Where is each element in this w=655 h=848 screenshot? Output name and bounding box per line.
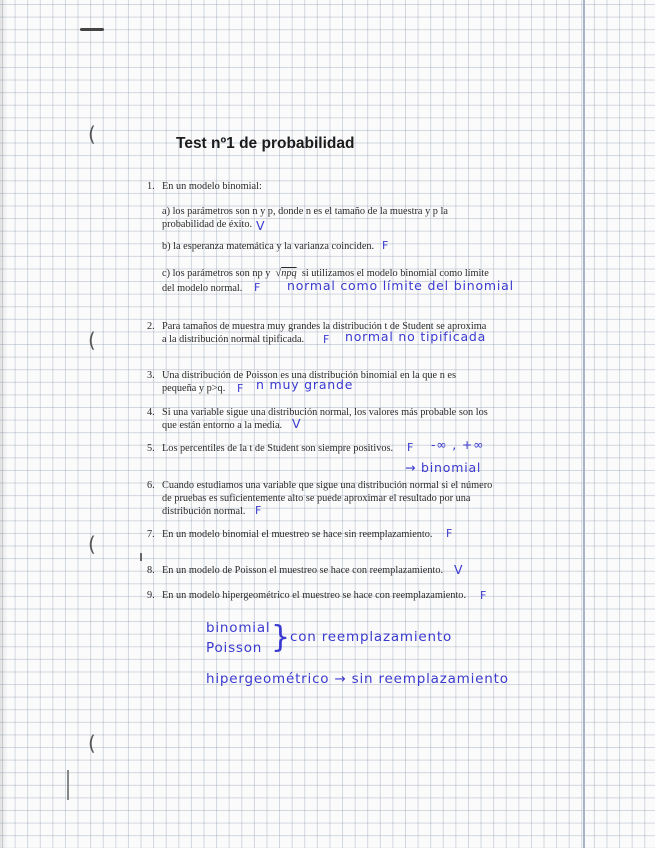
top-pen-mark bbox=[80, 28, 104, 31]
question-6-number: 6. bbox=[147, 480, 155, 491]
answer-9: F bbox=[480, 589, 488, 602]
question-3-number: 3. bbox=[147, 370, 155, 381]
note-6: → binomial bbox=[405, 460, 482, 475]
question-1-number: 1. bbox=[147, 181, 155, 192]
answer-4: V bbox=[292, 416, 302, 431]
page-edge-shadow bbox=[0, 0, 8, 848]
margin-line bbox=[583, 0, 585, 848]
binder-hole-mark: ( bbox=[88, 532, 96, 556]
stray-mark bbox=[140, 553, 142, 561]
question-5-number: 5. bbox=[147, 443, 155, 454]
question-2-line2: a la distribución normal tipificada. bbox=[162, 334, 305, 345]
summary-con: con reemplazamiento bbox=[290, 629, 453, 645]
question-4-line1: Si una variable sigue una distribución normal, los valores más probable son los bbox=[162, 407, 488, 418]
question-1c-line2: del modelo normal. bbox=[162, 283, 243, 294]
summary-poisson: Poisson bbox=[206, 640, 263, 656]
note-1c: normal como límite del binomial bbox=[287, 278, 514, 293]
page-title: Test nº1 de probabilidad bbox=[176, 135, 355, 152]
answer-5: F bbox=[407, 441, 415, 454]
question-7-line1: En un modelo binomial el muestreo se hace sin reemplazamiento. bbox=[162, 529, 433, 540]
question-8-number: 8. bbox=[147, 565, 155, 576]
summary-hiper: hipergeométrico → sin reemplazamiento bbox=[206, 671, 509, 687]
binder-hole-mark: ( bbox=[88, 731, 96, 755]
answer-3: F bbox=[237, 382, 245, 395]
question-3-line1: Una distribución de Poisson es una distribución binomial en la que n es bbox=[162, 370, 456, 381]
answer-8: V bbox=[454, 562, 464, 577]
note-5: -∞ , +∞ bbox=[431, 437, 485, 452]
question-2-number: 2. bbox=[147, 321, 155, 332]
stray-mark bbox=[67, 770, 69, 800]
answer-6: F bbox=[255, 504, 263, 517]
note-2: normal no tipificada bbox=[345, 329, 487, 344]
brace-mark: } bbox=[271, 620, 291, 655]
question-6-line3: distribución normal. bbox=[162, 506, 246, 517]
question-3-line2: pequeña y p>q. bbox=[162, 383, 226, 394]
question-1-text: En un modelo binomial: bbox=[162, 181, 262, 192]
question-5-line1: Los percentiles de la t de Student son siempre positivos. bbox=[162, 443, 394, 454]
question-2-line1: Para tamaños de muestra muy grandes la distribución t de Student se aproxima bbox=[162, 321, 487, 332]
question-1c-sqrt: npq bbox=[281, 268, 297, 279]
answer-1b: F bbox=[382, 239, 390, 252]
question-1b-text: b) la esperanza matemática y la varianza coinciden. bbox=[162, 241, 375, 252]
question-1c-end: si utilizamos el modelo binomial como límite bbox=[301, 268, 489, 279]
question-1c-start: c) los parámetros son np y bbox=[162, 268, 271, 279]
binder-hole-mark: ( bbox=[88, 122, 96, 146]
question-8-line1: En un modelo de Poisson el muestreo se hace con reemplazamiento. bbox=[162, 565, 444, 576]
question-9-line1: En un modelo hipergeométrico el muestreo se hace con reemplazamiento. bbox=[162, 590, 467, 601]
answer-1c: F bbox=[254, 281, 262, 294]
sqrt-symbol: √npq bbox=[272, 268, 297, 279]
question-4-line2: que están entorno a la media. bbox=[162, 420, 283, 431]
binder-hole-mark: ( bbox=[88, 328, 96, 352]
question-1a-line2: probabilidad de éxito. bbox=[162, 219, 253, 230]
summary-binomial: binomial bbox=[206, 620, 271, 636]
answer-7: F bbox=[446, 527, 454, 540]
note-3: n muy grande bbox=[256, 377, 354, 392]
question-1a-line1: a) los parámetros son n y p, donde n es el tamaño de la muestra y p la bbox=[162, 206, 448, 217]
question-4-number: 4. bbox=[147, 407, 155, 418]
question-9-number: 9. bbox=[147, 590, 155, 601]
answer-2: F bbox=[323, 333, 331, 346]
question-6-line1: Cuando estudiamos una variable que sigue una distribución normal si el número bbox=[162, 480, 493, 491]
answer-1a: V bbox=[256, 218, 266, 233]
question-7-number: 7. bbox=[147, 529, 155, 540]
question-6-line2: de pruebas es suficientemente alto se puede aproximar el resultado por una bbox=[162, 493, 471, 504]
